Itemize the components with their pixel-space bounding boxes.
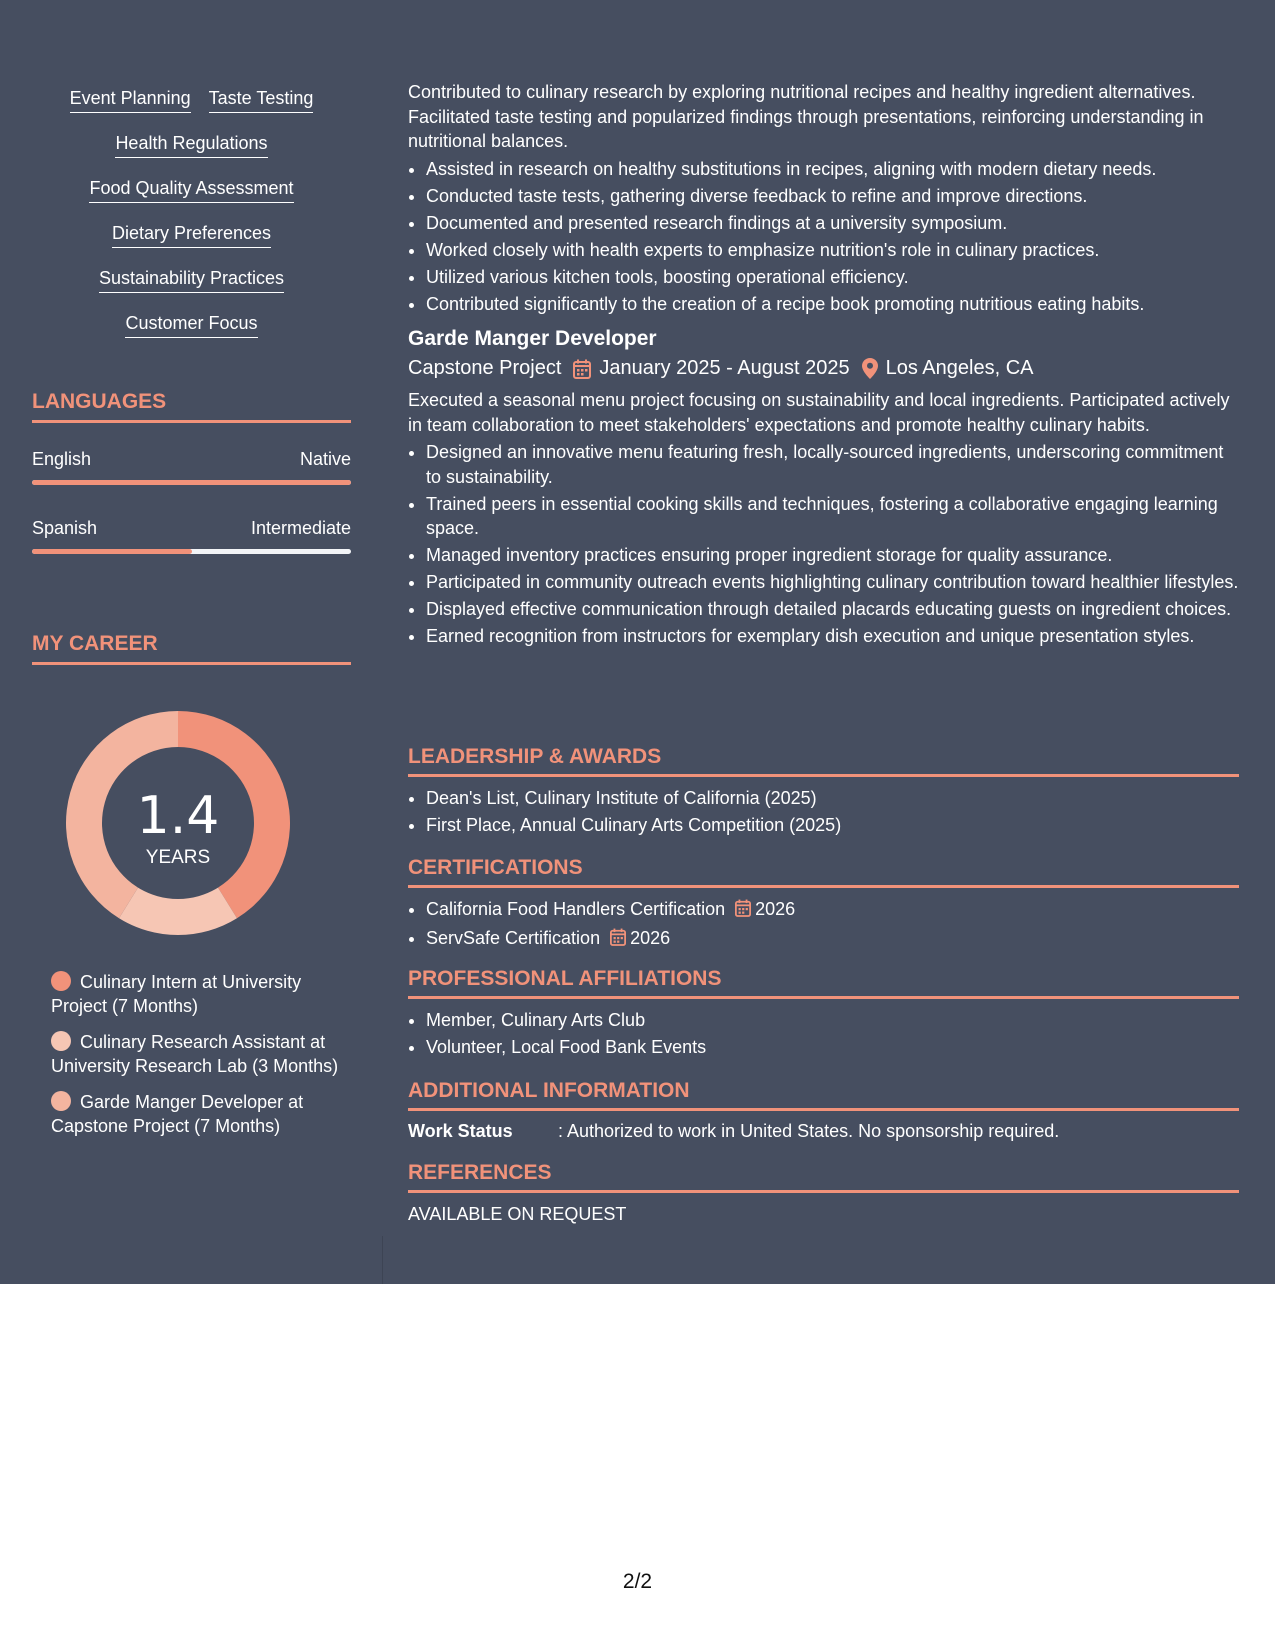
- bullet-item: • Utilized various kitchen tools, boosting operational efficiency.: [426, 265, 1239, 290]
- references-text: AVAILABLE ON REQUEST: [408, 1204, 627, 1224]
- legend-dot: [51, 1091, 71, 1111]
- affiliations-heading: PROFESSIONAL AFFILIATIONS: [408, 967, 1239, 999]
- language-row: [32, 449, 351, 470]
- certification-item: [426, 897, 1239, 924]
- career-total-unit: YEARS: [145, 847, 211, 868]
- bullet-item: • Assisted in research on healthy substitutions in recipes, aligning with modern dietary needs.: [426, 157, 1239, 182]
- job-company: Capstone Project: [408, 357, 562, 379]
- language-name: Spanish: [32, 518, 98, 538]
- additional-info-heading: ADDITIONAL INFORMATION: [408, 1079, 1239, 1111]
- certifications-list: [408, 897, 1239, 955]
- bullet-item: • Earned recognition from instructors for exemplary dish execution and unique presentation styles.: [426, 624, 1239, 649]
- career-legend-label: Culinary Research Assistant at University Research Lab (3 Months): [51, 1032, 339, 1076]
- language-level-bar: [32, 480, 351, 485]
- certification-name: California Food Handlers Certification: [426, 899, 726, 919]
- bullet-item: • Worked closely with health experts to emphasize nutrition's role in culinary practices.: [426, 238, 1239, 263]
- languages-heading: LANGUAGES: [32, 390, 351, 423]
- calendar-icon: [610, 928, 626, 953]
- skill-tag: Dietary Preferences: [112, 221, 271, 248]
- bullet-item: • Managed inventory practices ensuring proper ingredient storage for quality assurance.: [426, 543, 1239, 568]
- job-title: Garde Manger Developer: [408, 327, 657, 350]
- career-donut-chart: [66, 711, 290, 935]
- language-level: Native: [299, 449, 351, 469]
- location-pin-icon: [862, 358, 878, 379]
- bullet-item: • Trained peers in essential cooking skills and techniques, fostering a collaborative engaging learning space.: [426, 492, 1239, 541]
- certification-year: 2026: [630, 928, 671, 948]
- award-item: • First Place, Annual Culinary Arts Competition (2025): [426, 813, 1239, 838]
- certifications-heading: CERTIFICATIONS: [408, 856, 1239, 888]
- award-item: • Dean's List, Culinary Institute of California (2025): [426, 786, 1239, 811]
- certification-item: [426, 926, 1239, 953]
- job-entry: [408, 327, 1239, 651]
- work-status-value: : Authorized to work in United States. No sponsorship required.: [558, 1121, 1060, 1141]
- skill-tag: Taste Testing: [209, 86, 314, 113]
- job-bullets: [408, 440, 1239, 649]
- skill-tag: Customer Focus: [125, 311, 257, 338]
- work-status-label: Work Status: [408, 1121, 513, 1141]
- donut-segment-2: [119, 888, 237, 935]
- language-row: [32, 518, 351, 539]
- page-number: 2/2: [622, 1570, 653, 1593]
- skill-tag: Food Quality Assessment: [89, 176, 293, 203]
- awards-list: [408, 786, 1239, 840]
- work-status-row: [408, 1119, 1239, 1144]
- language-level: Intermediate: [250, 518, 351, 538]
- career-heading: MY CAREER: [32, 632, 351, 665]
- affiliation-item: • Volunteer, Local Food Bank Events: [426, 1035, 1239, 1060]
- job-location: Los Angeles, CA: [885, 357, 1034, 379]
- bullet-item: • Participated in community outreach events highlighting culinary contribution toward healthier lifestyles.: [426, 570, 1239, 595]
- affiliations-list: [408, 1008, 1239, 1062]
- bullet-item: • Conducted taste tests, gathering diverse feedback to refine and improve directions.: [426, 184, 1239, 209]
- career-legend-label: Garde Manger Developer at Capstone Project (7 Months): [51, 1092, 304, 1136]
- column-divider: [382, 1236, 383, 1284]
- legend-dot: [51, 1031, 71, 1051]
- skill-tag: Event Planning: [70, 86, 191, 113]
- career-legend-item: [51, 970, 341, 1018]
- skill-tag: Sustainability Practices: [99, 266, 284, 293]
- language-level-fill: [32, 480, 351, 485]
- language-level-fill: [32, 549, 192, 554]
- affiliation-item: • Member, Culinary Arts Club: [426, 1008, 1239, 1033]
- bullet-item: • Displayed effective communication through detailed placards educating guests on ingredient choices.: [426, 597, 1239, 622]
- references-heading: REFERENCES: [408, 1161, 1239, 1193]
- calendar-icon: [573, 359, 591, 379]
- experience-bullets: [408, 157, 1239, 317]
- skills-list: [32, 86, 351, 356]
- language-level-bar: [32, 549, 351, 554]
- awards-heading: LEADERSHIP & AWARDS: [408, 745, 1239, 777]
- calendar-icon: [735, 899, 751, 924]
- bullet-item: • Designed an innovative menu featuring fresh, locally-sourced ingredients, underscoring commitment to sustainability.: [426, 440, 1239, 489]
- language-name: English: [32, 449, 92, 469]
- legend-dot: [51, 971, 71, 991]
- career-total-value: 1.4: [136, 786, 220, 846]
- job-meta: [408, 357, 1239, 380]
- certification-year: 2026: [755, 899, 796, 919]
- bullet-item: • Documented and presented research findings at a university symposium.: [426, 211, 1239, 236]
- career-legend: [51, 970, 341, 1150]
- job-summary: Executed a seasonal menu project focusing on sustainability and local ingredients. Participated actively in team collaboration to meet stakeholders' expectations and promote healthy culinary habits.: [408, 390, 1230, 435]
- certification-name: ServSafe Certification: [426, 928, 601, 948]
- research-experience: [408, 80, 1239, 319]
- career-legend-item: [51, 1030, 341, 1078]
- career-legend-label: Culinary Intern at University Project (7 Months): [51, 972, 302, 1016]
- bullet-item: • Contributed significantly to the creation of a recipe book promoting nutritious eating habits.: [426, 292, 1239, 317]
- career-legend-item: [51, 1090, 341, 1138]
- job-dates: January 2025 - August 2025: [599, 357, 850, 379]
- skill-tag: Health Regulations: [115, 131, 267, 158]
- experience-summary: Contributed to culinary research by exploring nutritional recipes and healthy ingredient alternatives. Facilitated taste testing and popularized findings through presentations, reinforcing understanding in nutritional balances.: [408, 82, 1204, 151]
